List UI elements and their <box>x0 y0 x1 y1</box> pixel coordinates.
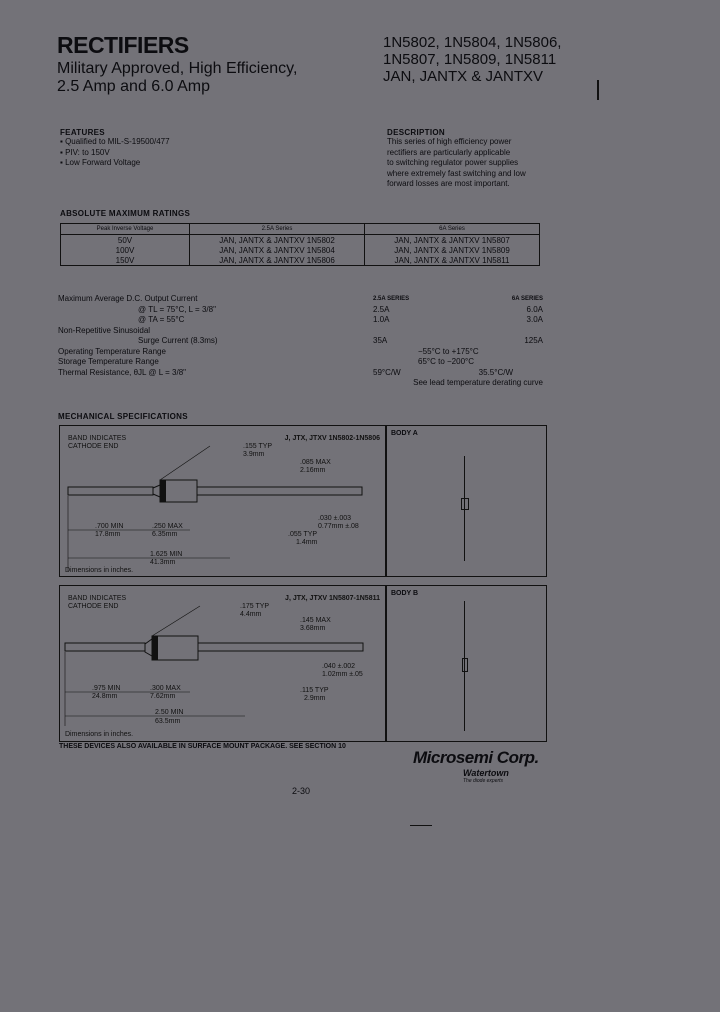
rating-rows <box>58 305 543 379</box>
diode-drawing-a <box>60 426 386 576</box>
svg-text:BAND INDICATES: BAND INDICATES <box>68 435 127 442</box>
col-header: 6A SERIES <box>511 296 543 302</box>
svg-text:1.625 MIN: 1.625 MIN <box>150 551 183 558</box>
ratings-row <box>58 326 543 337</box>
part-numbers <box>383 34 561 85</box>
rating-label: Storage Temperature Range <box>58 357 159 366</box>
ratings-row <box>58 336 543 347</box>
subtitle-line-1: Military Approved, High Efficiency, <box>57 60 298 77</box>
surface-mount-note: THESE DEVICES ALSO AVAILABLE IN SURFACE MOUNT PACKAGE. SEE SECTION 10 <box>59 743 346 750</box>
rating-label: Surge Current (8.3ms) <box>138 336 218 345</box>
rating-label: Maximum Average D.C. Output Current <box>58 294 198 303</box>
table-cell: 100V <box>115 245 135 255</box>
table-cell: JAN, JANTX & JANTXV 1N5807 <box>365 235 540 246</box>
svg-text:.145 MAX: .145 MAX <box>300 617 331 624</box>
subtitle-line-2: 2.5 Amp and 6.0 Amp <box>57 78 210 95</box>
svg-text:J, JTX, JTXV 1N5802-1N5806: J, JTX, JTXV 1N5802-1N5806 <box>284 435 380 442</box>
rating-value-2-5a: 59°C/W <box>373 367 401 377</box>
part-line: 1N5802, 1N5804, 1N5806, <box>383 34 562 51</box>
svg-text:3.9mm: 3.9mm <box>243 451 265 458</box>
part-line: 1N5807, 1N5809, 1N5811 <box>383 51 557 68</box>
svg-text:J, JTX, JTXV 1N5807-1N5811: J, JTX, JTXV 1N5807-1N5811 <box>285 595 380 602</box>
ratings-list <box>58 294 543 389</box>
svg-text:.030 ±.003: .030 ±.003 <box>318 515 352 522</box>
svg-text:.175 TYP: .175 TYP <box>240 603 270 610</box>
diagram-b <box>59 585 387 742</box>
description-line: rectifiers are particularly applicable <box>387 147 511 157</box>
svg-text:.250 MAX: .250 MAX <box>152 523 183 530</box>
page-title: RECTIFIERS <box>57 32 189 58</box>
svg-text:CATHODE END: CATHODE END <box>68 603 119 610</box>
part-line: JAN, JANTX & JANTXV <box>383 68 544 85</box>
page-number: 2-30 <box>292 786 311 796</box>
ratings-row <box>58 368 543 379</box>
feature-item: ▪ Low Forward Voltage <box>60 158 141 167</box>
table-cell: JAN, JANTX & JANTXV 1N5804 <box>190 245 365 255</box>
rating-value-6a: 35.5°C/W <box>478 367 513 377</box>
svg-text:41.3mm: 41.3mm <box>150 559 176 566</box>
description-line: This series of high efficiency power <box>387 137 512 146</box>
rating-label: Thermal Resistance, θJL @ L = 3/8" <box>58 367 186 377</box>
column-header: Peak Inverse Voltage <box>96 226 154 232</box>
rating-label: Operating Temperature Range <box>58 346 166 356</box>
rating-value-2-5a: 1.0A <box>373 315 390 324</box>
svg-text:.975 MIN: .975 MIN <box>92 685 121 692</box>
svg-text:17.8mm: 17.8mm <box>95 531 121 538</box>
rating-value-6a: 3.0A <box>526 315 543 324</box>
body-a-label: BODY A <box>391 430 418 437</box>
table-cell: JAN, JANTX & JANTXV 1N5802 <box>190 235 365 246</box>
table-row <box>61 235 540 246</box>
table-cell: JAN, JANTX & JANTXV 1N5811 <box>365 255 540 266</box>
feature-item: ▪ PIV: to 150V <box>60 147 110 157</box>
svg-text:.155 TYP: .155 TYP <box>243 443 273 450</box>
rating-value-2-5a: 2.5A <box>373 304 390 314</box>
svg-text:.055 TYP: .055 TYP <box>288 531 318 538</box>
rating-value-6a: 6.0A <box>526 304 543 314</box>
svg-text:.115 TYP: .115 TYP <box>300 687 329 694</box>
table-row <box>61 245 540 255</box>
description-line: to switching regulator power supplies <box>387 158 519 167</box>
svg-text:.300 MAX: .300 MAX <box>150 685 181 692</box>
rating-value-6a: 125A <box>524 336 543 345</box>
feature-item: ▪ Qualified to MIL-S-19500/477 <box>60 137 170 146</box>
svg-text:0.77mm ±.08: 0.77mm ±.08 <box>318 523 359 530</box>
svg-text:Dimensions in inches.: Dimensions in inches. <box>65 567 134 574</box>
rating-label: @ TL = 75°C, L = 3/8" <box>138 304 216 314</box>
logo-division: Watertown <box>463 768 509 778</box>
body-b-box <box>385 585 547 742</box>
table-cell: 150V <box>115 255 135 265</box>
description-section <box>387 128 526 190</box>
svg-text:63.5mm: 63.5mm <box>155 718 181 725</box>
svg-text:.700 MIN: .700 MIN <box>95 523 124 530</box>
svg-text:.040 ±.002: .040 ±.002 <box>322 663 356 670</box>
rating-value-2-5a: 65°C to −200°C <box>418 357 474 366</box>
table-cell: JAN, JANTX & JANTXV 1N5806 <box>190 255 365 266</box>
table-cell: JAN, JANTX & JANTXV 1N5809 <box>365 245 540 255</box>
features-section <box>60 128 170 169</box>
column-header: 6A Series <box>365 224 540 235</box>
microsemi-logo <box>413 748 539 784</box>
svg-text:BAND INDICATES: BAND INDICATES <box>68 595 127 602</box>
svg-text:24.8mm: 24.8mm <box>92 693 118 700</box>
ratings-row <box>58 315 543 326</box>
rating-value-2-5a: 35A <box>373 336 388 345</box>
features-heading: FEATURES <box>60 128 105 137</box>
logo-tagline: The diode experts <box>463 778 504 784</box>
body-b-icon <box>462 658 468 672</box>
rating-label: Non-Repetitive Sinusoidal <box>58 325 151 335</box>
description-line: where extremely fast switching and low <box>387 168 526 178</box>
col-header: 2.5A SERIES <box>373 296 410 302</box>
svg-text:2.9mm: 2.9mm <box>304 695 326 702</box>
ratings-note: See lead temperature derating curve <box>413 378 543 387</box>
svg-text:CATHODE END: CATHODE END <box>68 443 119 450</box>
svg-text:Dimensions in inches.: Dimensions in inches. <box>65 731 134 738</box>
rating-label: @ TA = 55°C <box>138 315 185 324</box>
ratings-row <box>58 294 543 305</box>
table-cell: 50V <box>117 235 133 245</box>
ratings-table <box>60 223 540 266</box>
ratings-row <box>58 305 543 316</box>
svg-text:4.4mm: 4.4mm <box>240 611 262 618</box>
svg-text:1.4mm: 1.4mm <box>296 539 318 546</box>
ratings-row <box>58 347 543 358</box>
diode-drawing-b <box>60 586 386 741</box>
body-a-box <box>385 425 547 577</box>
margin-bar <box>597 80 599 100</box>
body-a-icon <box>461 498 469 510</box>
svg-text:1.02mm ±.05: 1.02mm ±.05 <box>322 671 363 678</box>
column-header: 2.5A Series <box>190 224 365 235</box>
rating-value-2-5a: −55°C to +175°C <box>418 346 479 356</box>
ratings-row <box>58 357 543 368</box>
svg-text:2.50 MIN: 2.50 MIN <box>155 709 184 716</box>
ratings-heading: ABSOLUTE MAXIMUM RATINGS <box>60 209 191 218</box>
description-line: forward losses are most important. <box>387 179 510 188</box>
body-b-label: BODY B <box>391 590 419 597</box>
svg-text:.085 MAX: .085 MAX <box>300 459 331 466</box>
table-row <box>61 255 540 266</box>
mechanical-heading: MECHANICAL SPECIFICATIONS <box>58 412 188 421</box>
logo-company: Microsemi Corp. <box>413 748 539 767</box>
diagram-a <box>59 425 387 577</box>
footer-rule <box>410 825 432 826</box>
description-heading: DESCRIPTION <box>387 128 445 137</box>
svg-text:6.35mm: 6.35mm <box>152 531 178 538</box>
svg-text:7.62mm: 7.62mm <box>150 693 176 700</box>
svg-text:3.68mm: 3.68mm <box>300 625 326 632</box>
svg-text:2.16mm: 2.16mm <box>300 467 326 474</box>
